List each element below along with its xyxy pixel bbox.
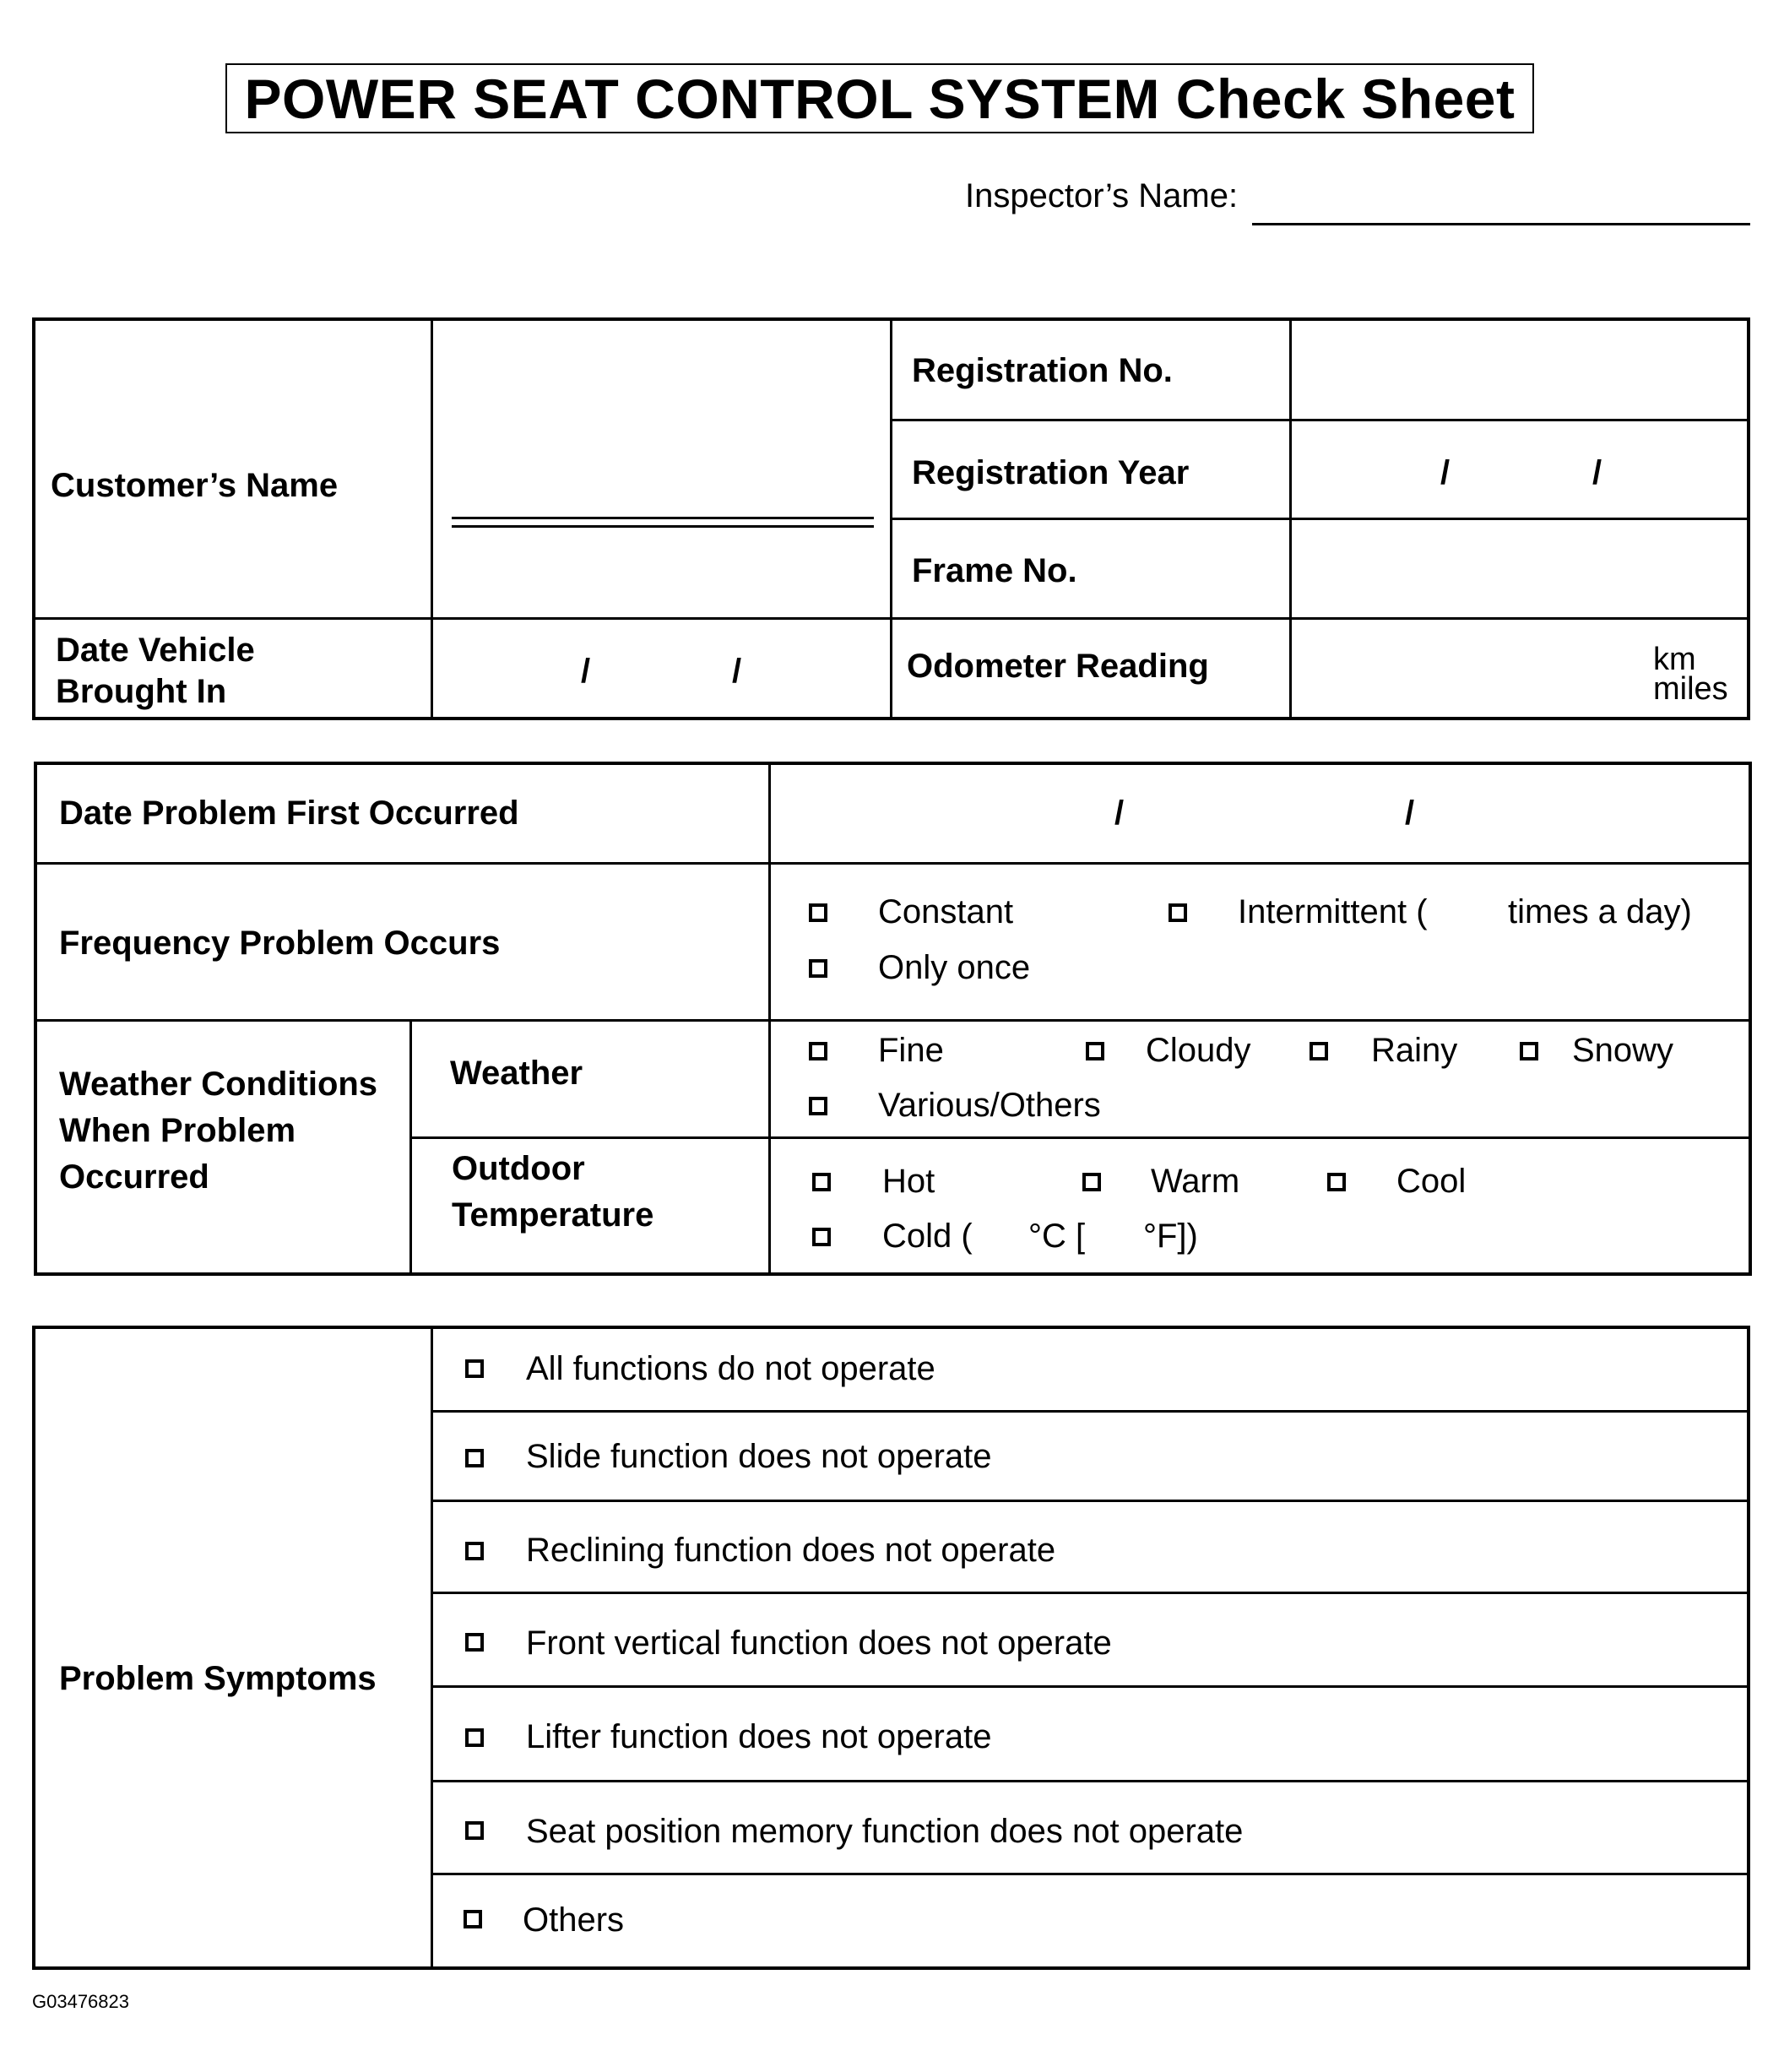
option-cool: Cool xyxy=(1396,1163,1467,1200)
option-only-once: Only once xyxy=(878,949,1031,986)
weather-label: Weather xyxy=(450,1055,583,1092)
odometer-label: Odometer Reading xyxy=(907,648,1209,685)
frame-no-label: Frame No. xyxy=(912,552,1077,589)
checkbox-cloudy[interactable] xyxy=(1086,1042,1104,1060)
weather-conditions-label-line3: Occurred xyxy=(59,1158,209,1196)
symptom-all-functions: All functions do not operate xyxy=(526,1350,935,1387)
page-title: POWER SEAT CONTROL SYSTEM Check Sheet xyxy=(225,63,1534,133)
frequency-label: Frequency Problem Occurs xyxy=(59,925,501,962)
option-cold: Cold ( xyxy=(882,1218,973,1255)
registration-year-slash-2: / xyxy=(1592,454,1602,491)
checkbox-rainy[interactable] xyxy=(1310,1042,1328,1060)
option-times-a-day: times a day) xyxy=(1508,893,1692,930)
checkbox-symptom-lifter[interactable] xyxy=(465,1728,484,1747)
weather-conditions-label-line1: Weather Conditions xyxy=(59,1066,378,1103)
checkbox-cold[interactable] xyxy=(812,1228,831,1246)
checkbox-symptom-others[interactable] xyxy=(464,1910,482,1928)
odometer-unit-km: km xyxy=(1653,642,1696,677)
date-brought-in-slash-2: / xyxy=(732,653,742,690)
date-brought-in-label-line2: Brought In xyxy=(56,673,227,710)
inspector-name-label: Inspector’s Name: xyxy=(965,177,1239,214)
date-first-slash-2: / xyxy=(1405,795,1415,832)
date-first-occurred-label: Date Problem First Occurred xyxy=(59,795,519,832)
symptom-front-vertical: Front vertical function does not operate xyxy=(526,1625,1112,1662)
checkbox-hot[interactable] xyxy=(812,1173,831,1191)
checkbox-warm[interactable] xyxy=(1082,1173,1101,1191)
registration-year-slash-1: / xyxy=(1440,454,1451,491)
option-constant: Constant xyxy=(878,893,1014,930)
registration-no-label: Registration No. xyxy=(912,352,1173,389)
option-warm: Warm xyxy=(1151,1163,1240,1200)
customer-name-field[interactable] xyxy=(452,517,874,519)
option-intermittent: Intermittent ( xyxy=(1238,893,1428,930)
checkbox-only-once[interactable] xyxy=(809,959,827,978)
checkbox-symptom-all[interactable] xyxy=(465,1359,484,1378)
problem-symptoms-label: Problem Symptoms xyxy=(59,1660,377,1697)
option-fine: Fine xyxy=(878,1032,944,1069)
checkbox-cool[interactable] xyxy=(1327,1173,1346,1191)
unit-fahrenheit: °F]) xyxy=(1143,1218,1198,1255)
customer-name-label: Customer’s Name xyxy=(51,467,339,504)
registration-year-label: Registration Year xyxy=(912,454,1190,491)
symptom-lifter: Lifter function does not operate xyxy=(526,1718,992,1755)
date-brought-in-label-line1: Date Vehicle xyxy=(56,632,255,669)
symptom-others: Others xyxy=(523,1901,625,1939)
option-various-others: Various/Others xyxy=(878,1087,1101,1124)
frame-no-field[interactable] xyxy=(1293,522,1746,615)
unit-celsius: °C [ xyxy=(1028,1218,1086,1255)
symptom-slide: Slide function does not operate xyxy=(526,1438,992,1475)
symptom-memory: Seat position memory function does not operate xyxy=(526,1813,1244,1850)
checkbox-symptom-slide[interactable] xyxy=(465,1449,484,1467)
checkbox-fine[interactable] xyxy=(809,1042,827,1060)
checkbox-symptom-reclining[interactable] xyxy=(465,1542,484,1560)
option-rainy: Rainy xyxy=(1371,1032,1458,1069)
checkbox-snowy[interactable] xyxy=(1520,1042,1538,1060)
registration-no-field[interactable] xyxy=(1293,322,1746,417)
weather-conditions-label-line2: When Problem xyxy=(59,1112,296,1149)
option-snowy: Snowy xyxy=(1572,1032,1674,1069)
checkbox-symptom-front-vertical[interactable] xyxy=(465,1633,484,1652)
symptom-reclining: Reclining function does not operate xyxy=(526,1532,1056,1569)
date-first-slash-1: / xyxy=(1114,795,1125,832)
date-brought-in-slash-1: / xyxy=(581,653,591,690)
option-hot: Hot xyxy=(882,1163,935,1200)
odometer-unit-miles: miles xyxy=(1653,671,1728,707)
checkbox-intermittent[interactable] xyxy=(1169,903,1187,922)
figure-id: G03476823 xyxy=(32,1991,129,2012)
outdoor-temperature-label-line2: Temperature xyxy=(452,1196,654,1234)
option-cloudy: Cloudy xyxy=(1146,1032,1251,1069)
checkbox-symptom-memory[interactable] xyxy=(465,1821,484,1840)
checkbox-various-others[interactable] xyxy=(809,1097,827,1115)
outdoor-temperature-label-line1: Outdoor xyxy=(452,1150,585,1187)
inspector-name-field[interactable] xyxy=(1252,223,1750,225)
checkbox-constant[interactable] xyxy=(809,903,827,922)
